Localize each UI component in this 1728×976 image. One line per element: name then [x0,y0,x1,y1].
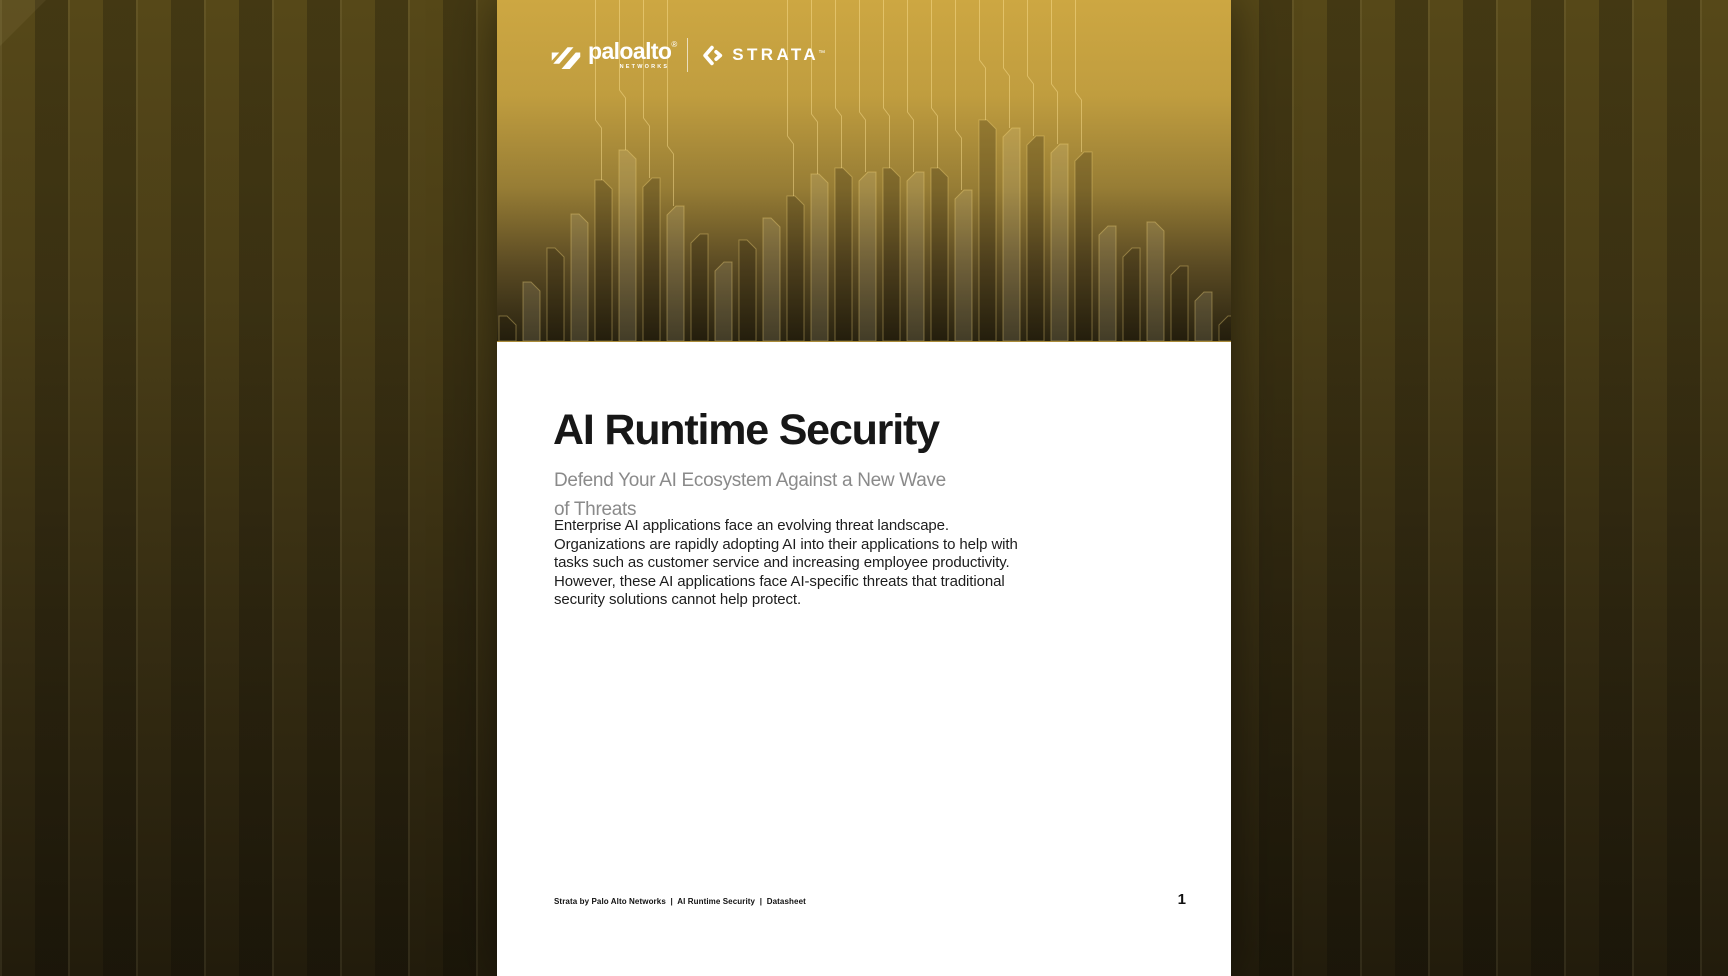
document-content [497,0,1231,976]
subtitle-line: of Threats [554,499,637,520]
document-page [497,0,1231,976]
paloalto-wordmark: paloalto [588,37,672,64]
paragraph-line: However, these AI applications face AI-specific threats that traditional [554,572,1005,590]
footer-breadcrumb: Strata by Palo Alto Networks | AI Runtime Security | Datasheet [554,897,806,906]
page-subtitle [554,466,946,524]
page-footer [554,891,1186,908]
networks-wordmark: NETWORKS [619,63,670,70]
paragraph-line: Organizations are rapidly adopting AI into their applications to help with [554,535,1018,553]
page-title: AI Runtime Security [553,406,939,454]
intro-paragraph [554,517,1018,610]
paragraph-line: Enterprise AI applications face an evolving threat landscape. [554,517,949,534]
paragraph-line: tasks such as customer service and increasing employee productivity. [554,554,1010,571]
paragraph-line: security solutions cannot help protect. [554,591,802,608]
subtitle-line: Defend Your AI Ecosystem Against a New Wave [554,470,946,491]
backdrop-corner-accent [0,0,46,46]
strata-wordmark: STRATA [732,45,820,64]
registered-symbol: ® [671,39,678,49]
page-number: 1 [1177,891,1186,908]
trademark-symbol: ™ [818,49,826,57]
